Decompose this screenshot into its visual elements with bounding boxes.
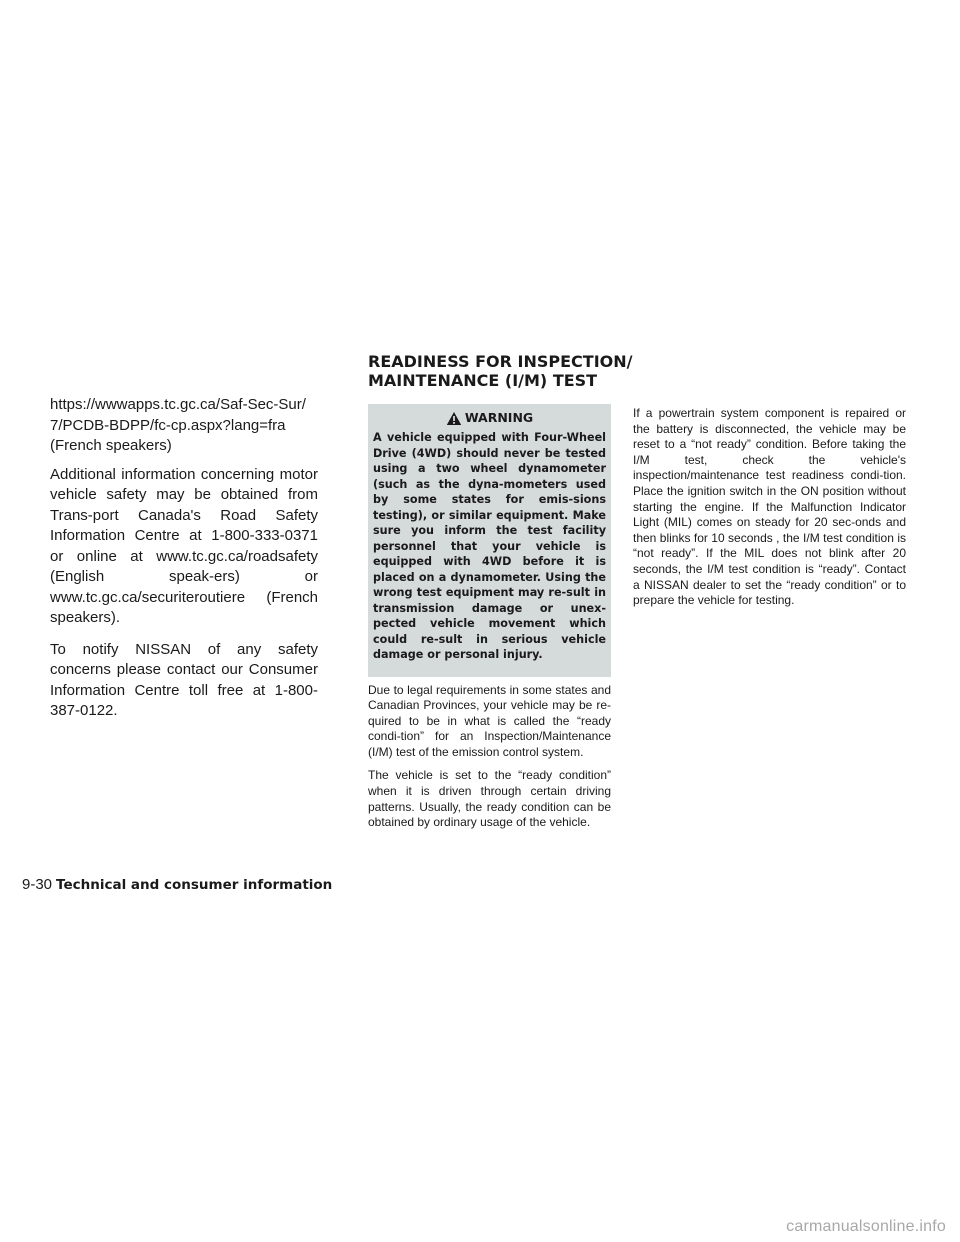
section-heading <box>368 352 768 390</box>
french-url-paragraph <box>50 395 318 457</box>
watermark: carmanualsonline.info <box>786 1218 946 1235</box>
right-column <box>633 406 906 617</box>
section-heading-line1: READINESS FOR INSPECTION/ <box>368 352 633 371</box>
warning-header <box>373 408 606 428</box>
powertrain-paragraph: If a powertrain system component is repaired or the battery is disconnected, the vehicle may be reset to a “not ready” condition. Before taking the I/M test, check the vehicle's inspection/maintenance test readiness condi-tion. Place the ignition switch in the ON position without starting the engine. If the Malfunction Indicator Light (MIL) comes on steady for 20 sec-onds and then blinks for 10 seconds , the I/M test condition is “not ready”. If the MIL does not blink after 20 seconds, the I/M test condition is “ready”. Contact a NISSAN dealer to set the “ready condition” or to prepare the vehicle for testing. <box>633 406 906 608</box>
chapter-title: Technical and consumer information <box>56 877 333 893</box>
middle-column <box>368 404 611 839</box>
page-footer <box>22 876 332 893</box>
warning-title: WARNING <box>464 410 534 426</box>
warning-text: A vehicle equipped with Four-Wheel Drive (4WD) should never be tested using a two wheel dynamometer (such as the dyna-mometers used by some states for emis-sions testing), or similar equipment. Make sure you inform the test facility personnel that your vehicle is equipped with 4WD before it is placed on a dynamometer. Using the wrong test equipment may re-sult in transmission damage or unex-pected vehicle movement which could re-sult in serious vehicle damage or personal injury. <box>373 431 606 661</box>
url-line2: 7/PCDB-BDPP/fc-cp.aspx?lang=fra <box>50 416 286 434</box>
left-column <box>50 395 318 733</box>
section-heading-line2: MAINTENANCE (I/M) TEST <box>368 371 598 390</box>
warning-box <box>368 404 611 677</box>
warning-triangle-icon <box>446 411 462 426</box>
url-line1: https://wwwapps.tc.gc.ca/Saf-Sec-Sur/ <box>50 396 306 413</box>
nissan-contact-paragraph: To notify NISSAN of any safety concerns please contact our Consumer Information Centre toll free at 1-800-387-0122. <box>50 640 318 719</box>
url-note: (French speakers) <box>50 437 172 454</box>
legal-requirements-paragraph: Due to legal requirements in some states and Canadian Provinces, your vehicle may be re-quired to be in what is called the “ready condi-tion” for an Inspection/Maintenance (I/M) test of the emission control system. <box>368 682 611 759</box>
page-number: 9-30 <box>22 876 53 893</box>
ready-condition-paragraph: The vehicle is set to the “ready condition” when it is driven through certain driving patterns. Usually, the ready condition can be obtained by ordinary usage of the vehicle. <box>368 768 611 830</box>
transport-canada-paragraph: Additional information concerning motor vehicle safety may be obtained from Trans-port Canada's Road Safety Information Centre at 1-800-333-0371 or online at www.tc.gc.ca/roadsafety (English speak-ers) or www.tc.gc.ca/securiteroutiere (French speakers). <box>50 465 318 626</box>
